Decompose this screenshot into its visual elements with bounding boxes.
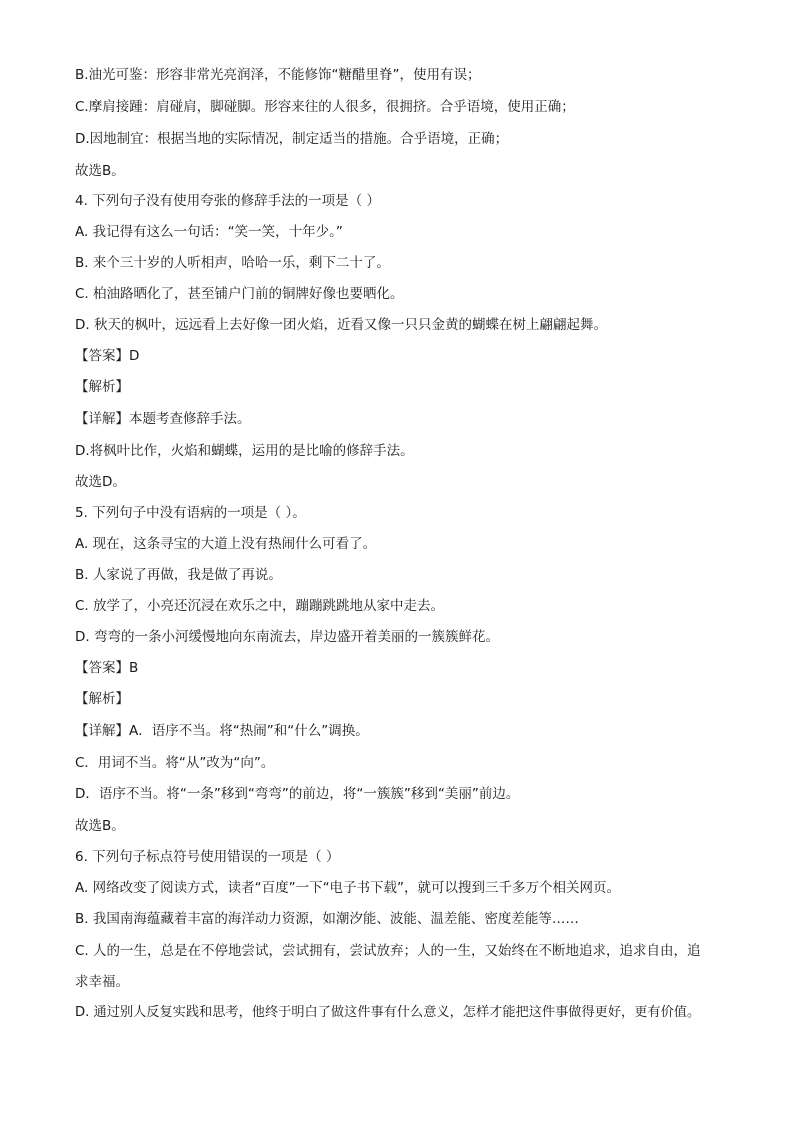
text-line: 故选D。 xyxy=(75,474,126,490)
text-line: D．语序不当。将“一条”移到“弯弯”的前边，将“一簇簇”移到“美丽”前边。 xyxy=(75,786,520,802)
option-c: C. 柏油路晒化了，甚至铺户门前的铜牌好像也要晒化。 xyxy=(75,286,404,302)
text-line: 故选B。 xyxy=(75,818,125,834)
text-line: D.将枫叶比作，火焰和蝴蝶，运用的是比喻的修辞手法。 xyxy=(75,443,414,459)
option-c: C. 人的一生，总是在不停地尝试，尝试拥有，尝试放弃；人的一生，又始终在不断地追求，追求自由，追 xyxy=(75,943,701,959)
option-a: A. 网络改变了阅读方式，读者“百度”一下“电子书下载”，就可以搜到三千多万个相关网页。 xyxy=(75,880,621,896)
option-a: A. 我记得有这么一句话：“笑一笑，十年少。” xyxy=(75,224,343,240)
answer-label: 【答案】D xyxy=(75,348,140,364)
answer-label: 【答案】B xyxy=(75,660,139,676)
question-title: 4. 下列句子没有使用夸张的修辞手法的一项是（ ） xyxy=(75,193,380,209)
text-line: B.油光可鉴：形容非常光亮润泽，不能修饰“糖醋里脊”，使用有误； xyxy=(75,67,481,83)
option-a: A. 现在，这条寻宝的大道上没有热闹什么可看了。 xyxy=(75,536,377,552)
option-d: D. 弯弯的一条小河缓慢地向东南流去，岸边盛开着美丽的一簇簇鲜花。 xyxy=(75,629,499,645)
text-line: D.因地制宜：根据当地的实际情况，制定适当的措施。合乎语境，正确； xyxy=(75,131,509,147)
option-b: B. 人家说了再做，我是做了再说。 xyxy=(75,567,282,583)
text-line: C.摩肩接踵：肩碰肩，脚碰脚。形容来往的人很多，很拥挤。合乎语境，使用正确； xyxy=(75,99,575,115)
analysis-label: 【解析】 xyxy=(75,379,129,395)
detail-text: 【详解】A．语序不当。将“热闹”和“什么”调换。 xyxy=(75,723,369,739)
option-c: C. 放学了，小亮还沉浸在欢乐之中，蹦蹦跳跳地从家中走去。 xyxy=(75,598,445,614)
text-line: C．用词不当。将“从”改为“向”。 xyxy=(75,755,275,771)
question-title: 6. 下列句子标点符号使用错误的一项是（ ） xyxy=(75,849,340,865)
option-b: B. 我国南海蕴藏着丰富的海洋动力资源，如潮汐能、波能、温差能、密度差能等…… xyxy=(75,911,579,927)
option-c-continued: 求幸福。 xyxy=(75,974,129,990)
option-d: D. 秋天的枫叶，远远看上去好像一团火焰，近看又像一只只金黄的蝴蝶在树上翩翩起舞。 xyxy=(75,317,607,333)
question-title: 5. 下列句子中没有语病的一项是（ ）。 xyxy=(75,505,306,521)
detail-text: 【详解】本题考查修辞手法。 xyxy=(75,411,251,427)
text-line: 故选B。 xyxy=(75,163,125,179)
option-d: D. 通过别人反复实践和思考，他终于明白了做这件事有什么意义，怎样才能把这件事做得更好，更有价值。 xyxy=(75,1005,701,1020)
analysis-label: 【解析】 xyxy=(75,691,129,707)
option-b: B. 来个三十岁的人听相声，哈哈一乐，剩下二十了。 xyxy=(75,255,390,271)
